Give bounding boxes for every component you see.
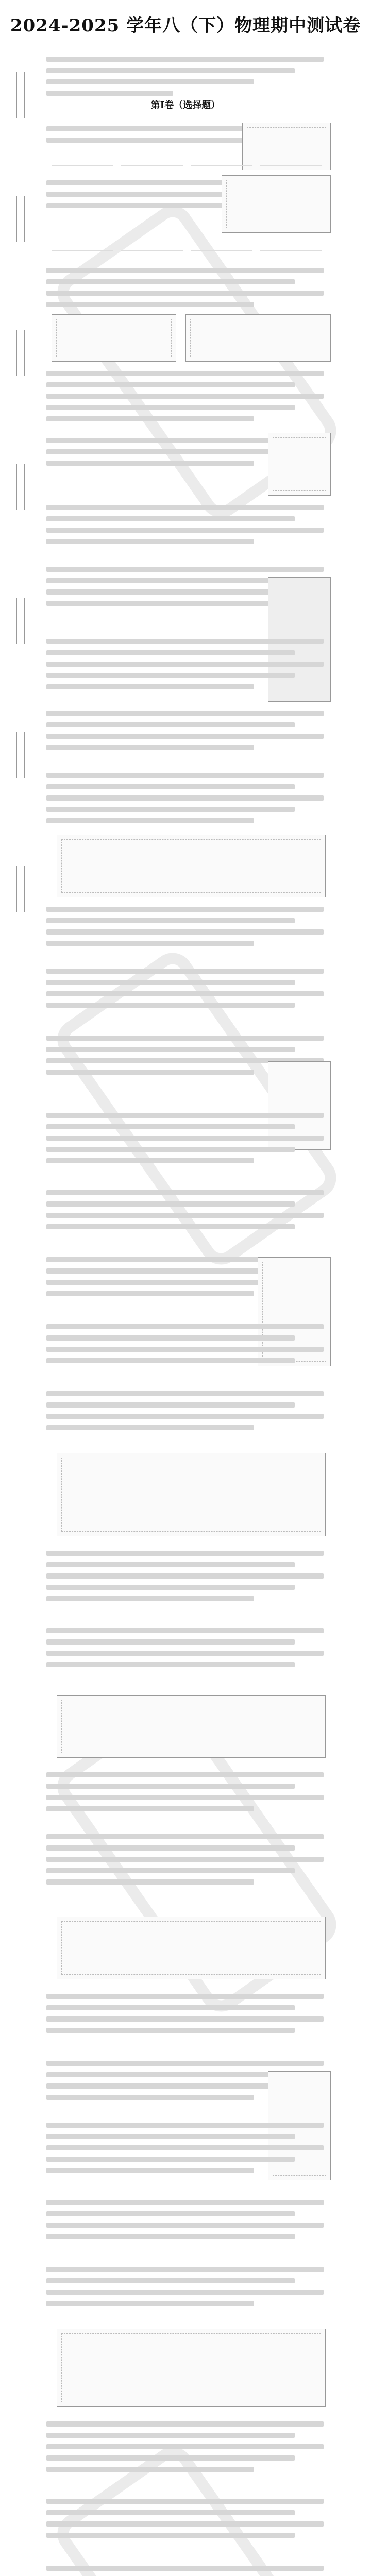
binding-field	[16, 866, 25, 912]
question-block	[46, 711, 335, 756]
option	[52, 242, 113, 251]
option	[260, 242, 322, 251]
binding-field	[16, 598, 25, 644]
question-block	[46, 2566, 335, 2576]
option	[121, 242, 183, 251]
binding-strip	[9, 62, 33, 1041]
intro-notes	[46, 57, 335, 102]
question-block	[46, 505, 335, 550]
question-figure	[185, 314, 331, 362]
options-row	[52, 242, 330, 263]
question-block	[46, 1772, 335, 1818]
binding-field	[16, 196, 25, 242]
question-block	[46, 1628, 335, 1673]
question-block	[46, 907, 335, 952]
question-figure	[57, 2329, 326, 2407]
question-block	[46, 969, 335, 1014]
option	[260, 157, 322, 166]
binding-field	[16, 732, 25, 778]
question-figure	[268, 433, 331, 496]
question-block	[46, 1190, 335, 1235]
question-figure	[57, 1695, 326, 1758]
question-figure	[222, 175, 331, 233]
part1-title: 第Ⅰ卷（选择题）	[150, 100, 221, 111]
exam-title: 2024-2025 学年八（下）物理期中测试卷	[10, 15, 361, 36]
question-block	[46, 2200, 335, 2245]
question-block	[46, 2267, 335, 2312]
question-block	[46, 2123, 335, 2179]
options-row	[52, 157, 330, 178]
binding-field	[16, 72, 25, 118]
option	[121, 157, 183, 166]
question-block	[46, 639, 335, 696]
question-figure	[52, 314, 176, 362]
question-block	[46, 1324, 335, 1369]
option	[191, 242, 252, 251]
question-figure	[57, 835, 326, 897]
question-figure	[57, 1917, 326, 1979]
option	[52, 157, 113, 166]
question-block	[46, 1113, 335, 1170]
question-figure	[57, 1453, 326, 1536]
question-block	[46, 1834, 335, 1891]
question-block	[46, 1994, 335, 2039]
question-block	[46, 2499, 335, 2544]
question-block	[46, 2421, 335, 2478]
question-block	[46, 371, 335, 428]
question-block	[46, 773, 335, 829]
option	[191, 157, 252, 166]
binding-field	[16, 330, 25, 376]
binding-field	[16, 464, 25, 510]
question-block	[46, 1391, 335, 1436]
question-block	[46, 1551, 335, 1607]
question-block	[46, 268, 335, 313]
